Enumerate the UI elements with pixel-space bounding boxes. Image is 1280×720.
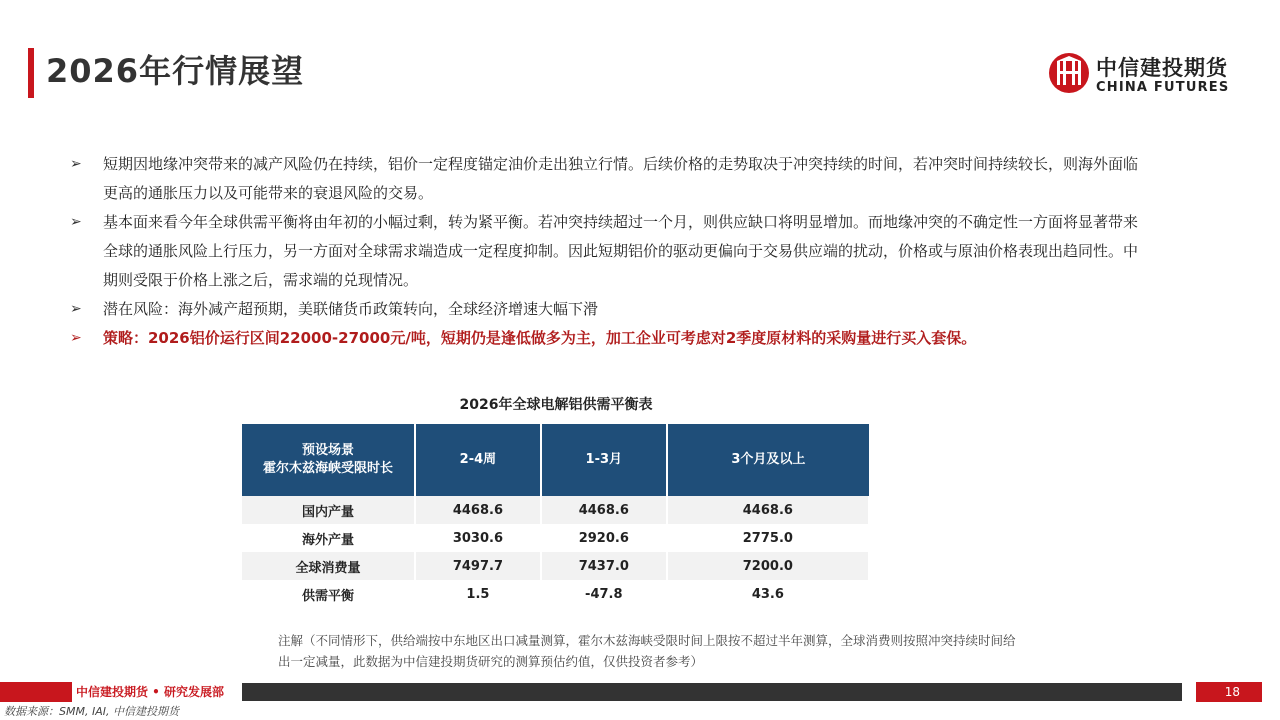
table-row	[242, 580, 869, 608]
table-header-col: 3个月及以上	[667, 424, 869, 496]
citic-logo-icon	[1048, 52, 1090, 94]
footer-bar	[242, 683, 1182, 701]
page-title: 2026年行情展望	[46, 52, 305, 90]
table-row	[242, 496, 869, 524]
bullet-text: 短期因地缘冲突带来的减产风险仍在持续，铝价一定程度锚定油价走出独立行情。后续价格的走势取决于冲突持续的时间，若冲突时间持续较长，则海外面临更高的通胀压力以及可能带来的衰退风险的交易。	[103, 155, 1139, 202]
bullet-item-risk	[70, 295, 1145, 324]
page-number	[1196, 682, 1262, 702]
row-label: 海外产量	[242, 524, 415, 552]
footer-department-label: 中信建投期货 • 研究发展部	[76, 685, 225, 699]
bullet-text: 策略：2026铝价运行区间22000-27000元/吨，短期仍是逢低做多为主，加工企业可考虑对2季度原材料的采购量进行买入套保。	[103, 329, 977, 347]
table-cell: 4468.6	[415, 496, 541, 524]
table-cell: 2920.6	[541, 524, 667, 552]
arrow-bullet-icon: ➢	[70, 301, 82, 317]
bullet-list	[70, 150, 1145, 353]
data-source: 数据来源：SMM, IAI, 中信建投期货	[4, 705, 179, 718]
table-cell: 7437.0	[541, 552, 667, 580]
supply-demand-table	[242, 424, 870, 608]
bullet-text: 基本面来看今年全球供需平衡将由年初的小幅过剩，转为紧平衡。若冲突持续超过一个月，则供应缺口将明显增加。而地缘冲突的不确定性一方面将显著带来全球的通胀风险上行压力，另一方面对全球需求端造成一定程度抑制。因此短期铝价的驱动更偏向于交易供应端的扰动，价格或与原油价格表现出趋同性。中期则受限于价格上涨之后，需求端的兑现情况。	[103, 213, 1139, 289]
table-cell: 7200.0	[667, 552, 869, 580]
header-line: 预设场景	[301, 443, 354, 458]
bullet-item-conflict	[70, 150, 1145, 208]
table-cell: 2775.0	[667, 524, 869, 552]
bullet-item-strategy	[70, 324, 1145, 353]
table-note: 注解（不同情形下，供给端按中东地区出口减量测算，霍尔木兹海峡受限时间上限按不超过半年测算，全球消费则按照冲突持续时间给出一定减量，此数据为中信建投期货研究的测算预估约值，仅供投资者参考）	[278, 633, 1016, 669]
logo-text-en: CHINA FUTURES	[1096, 80, 1230, 95]
table-header-col: 2-4周	[415, 424, 541, 496]
table-header-row	[242, 424, 869, 496]
table-cell: 1.5	[415, 580, 541, 608]
table-cell: 4468.6	[667, 496, 869, 524]
table-cell: -47.8	[541, 580, 667, 608]
title-accent-bar	[28, 48, 34, 98]
row-label: 全球消费量	[242, 552, 415, 580]
arrow-bullet-icon: ➢	[70, 214, 82, 230]
logo-text-cn: 中信建投期货	[1096, 56, 1228, 80]
table-header-col: 1-3月	[541, 424, 667, 496]
table-title: 2026年全球电解铝供需平衡表	[459, 397, 653, 413]
footer-accent-block	[0, 682, 72, 702]
arrow-bullet-icon: ➢	[70, 156, 82, 172]
row-label: 供需平衡	[242, 580, 415, 608]
row-label: 国内产量	[242, 496, 415, 524]
table-cell: 43.6	[667, 580, 869, 608]
bullet-text: 潜在风险：海外减产超预期，美联储货币政策转向，全球经济增速大幅下滑	[103, 300, 599, 318]
bullet-item-fundamentals	[70, 208, 1145, 295]
table-row	[242, 524, 869, 552]
arrow-bullet-icon: ➢	[70, 330, 82, 346]
table-cell: 4468.6	[541, 496, 667, 524]
header-line: 霍尔木兹海峡受限时长	[262, 461, 393, 476]
table-row	[242, 552, 869, 580]
table-cell: 7497.7	[415, 552, 541, 580]
table-cell: 3030.6	[415, 524, 541, 552]
table-header-scenario	[242, 424, 415, 496]
company-logo	[1048, 52, 1248, 98]
page-number-text: 18	[1224, 685, 1240, 699]
